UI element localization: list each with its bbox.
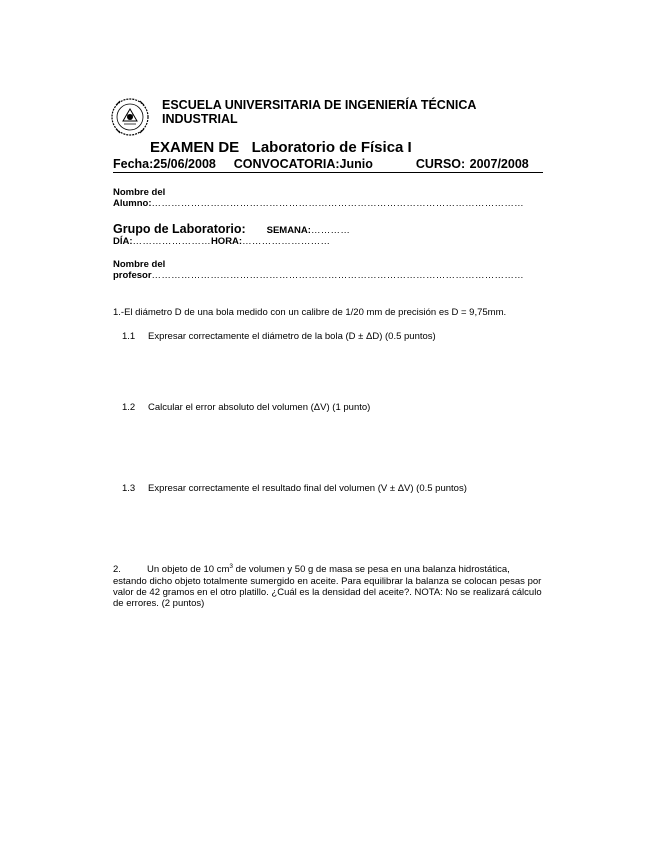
exam-date: Fecha:25/06/2008: [113, 157, 216, 171]
semana-dotted-line: …………: [310, 225, 351, 236]
question-1-3-number: 1.3: [122, 483, 136, 494]
alumno-dotted-line: ……………………………………………………………………………………………………: [151, 198, 524, 209]
alumno-field[interactable]: [113, 198, 524, 209]
grupo-label: Grupo de Laboratorio:: [113, 222, 246, 236]
grupo-line: [113, 222, 350, 236]
hora-label: HORA:: [210, 236, 243, 247]
alumno-label: Alumno:: [113, 198, 152, 209]
question-1-3: [122, 483, 467, 494]
exam-title: EXAMEN DE Laboratorio de Física I: [150, 139, 412, 156]
question-1-text: 1.-El diámetro D de una bola medido con un calibre de 1/20 mm de precisión es D = 9,75mm.: [113, 307, 507, 318]
hora-field[interactable]: [211, 236, 330, 247]
question-2-superscript: 3: [229, 563, 234, 570]
profesor-field[interactable]: [113, 270, 524, 281]
profesor-dotted-line: ……………………………………………………………………………………………………: [151, 270, 524, 281]
exam-curso: CURSO: 2007/2008: [415, 157, 529, 171]
profesor-label-line1: Nombre del: [113, 259, 166, 270]
question-2-number: 2.: [113, 564, 121, 576]
profesor-label: profesor: [113, 270, 152, 281]
question-1-1: [122, 331, 436, 342]
question-1-2: [122, 402, 370, 413]
hora-dotted-line: ………………………: [242, 236, 331, 247]
school-name-line1: ESCUELA UNIVERSITARIA DE INGENIERÍA TÉCNICA: [162, 98, 477, 112]
question-1-1-text: Expresar correctamente el diámetro de la bola (D ± ΔD) (0.5 puntos): [148, 331, 436, 342]
exam-meta-line: [113, 157, 529, 171]
question-1-2-text: Calcular el error absoluto del volumen (ΔV) (1 punto): [148, 402, 371, 413]
university-seal-logo: [110, 97, 150, 137]
alumno-label-line1: Nombre del: [113, 187, 166, 198]
question-1-1-number: 1.1: [122, 331, 136, 342]
dia-hora-line: [113, 236, 330, 247]
exam-convocatoria: CONVOCATORIA:Junio: [233, 157, 373, 171]
school-name-line2: INDUSTRIAL: [162, 112, 238, 126]
question-1-3-text: Expresar correctamente el resultado final del volumen (V ± ΔV) (0.5 puntos): [148, 483, 467, 494]
question-2-text-a: Un objeto de 10 cm: [147, 564, 230, 576]
header-divider: [113, 172, 543, 173]
semana-field[interactable]: [267, 225, 351, 236]
semana-label: SEMANA:: [266, 225, 311, 236]
dia-dotted-line: ……………………: [132, 236, 211, 247]
question-1-2-number: 1.2: [122, 402, 136, 413]
question-2-text-b: de volumen y 50 g de masa se pesa en una balanza hidrostática, estando dicho objeto totalmente sumergido en aceite. Para equilibrar la balanza se colocan pesas por valor de 42 gramos en el otro platillo. ¿Cuál es la densidad del aceite?. NOTA: No se realizará cálculo de errores. (2 puntos): [113, 564, 542, 610]
question-2: [113, 561, 543, 610]
dia-field[interactable]: [113, 236, 211, 247]
dia-label: DÍA:: [113, 236, 133, 247]
